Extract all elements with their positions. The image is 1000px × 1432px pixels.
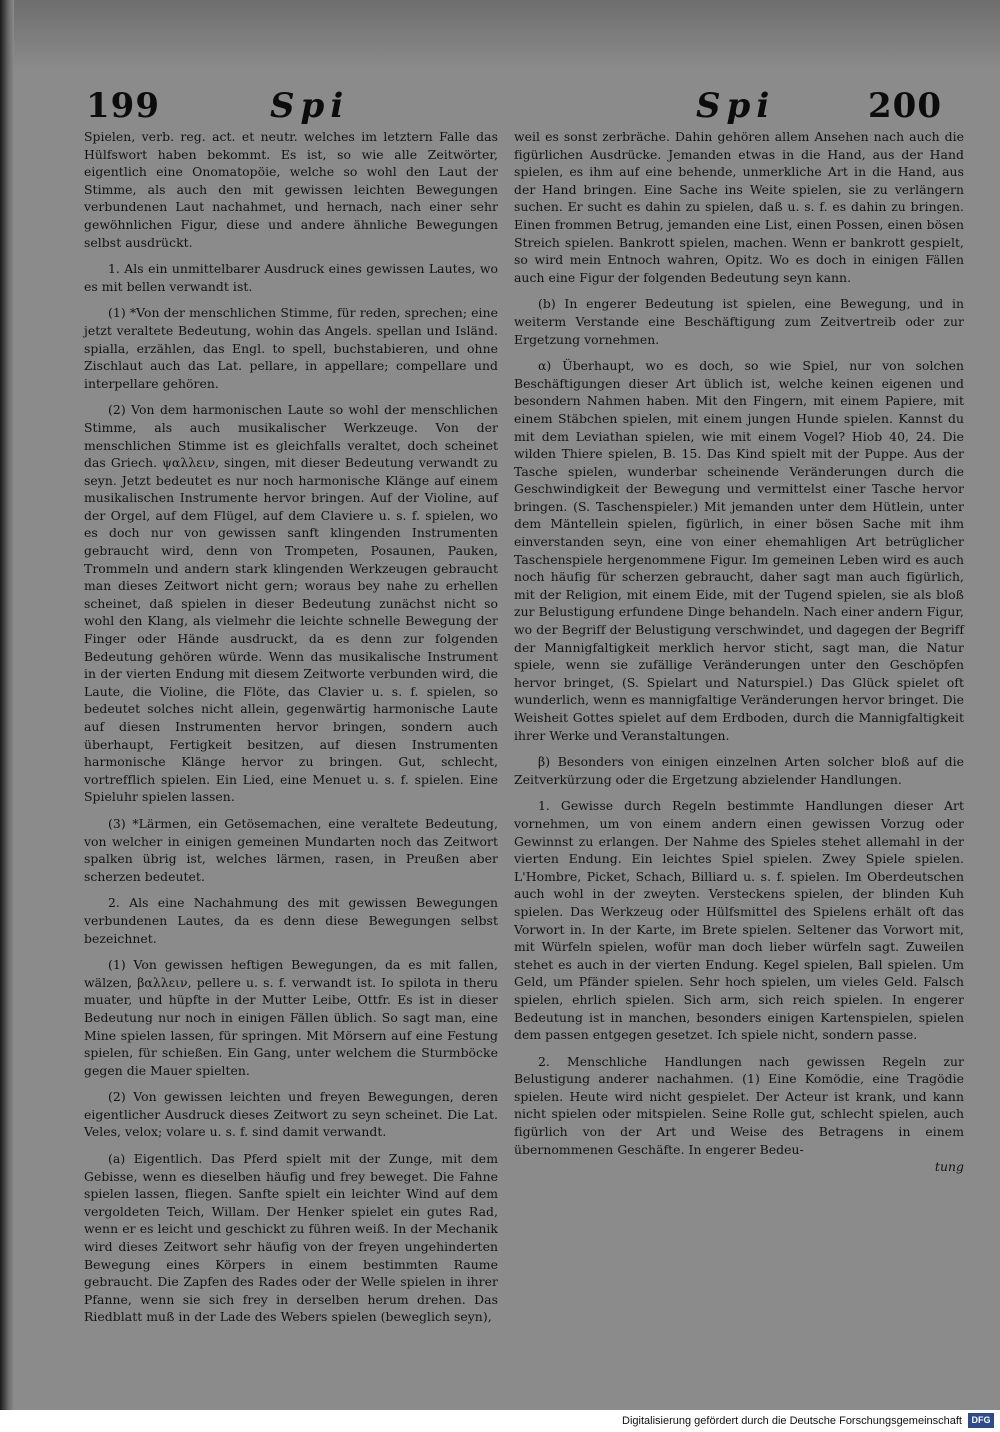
paragraph: α) Überhaupt, wo es doch, so wie Spiel, nur von solchen Beschäftigungen dieser Art üblich ist, welche keinen eigenen und besondern Nahmen haben. Mit den Fingern, mit einem Papiere, mit einem Stäbchen spielen, mit einem jungen Hunde spielen. Kannst du mit dem Leviathan spielen, wie mit einem Vogel? Hiob 40, 24. Die wilden Thiere spielen, B. 15. Das Kind spielt mit der Puppe. Aus der Tasche spielen, wunderbar scheinende Veränderungen durch die Geschwindigkeit der Bewegung und vermittelst einer Tasche hervor bringen. (S. Taschenspieler.) Mit jemanden unter dem Hütlein, unter dem Mäntellein spielen, figürlich, in einer bösen Sache mit ihm einverstanden seyn, eine von einer ehemahligen Art betrüglicher Taschenspiele hergenommene Figur. Im gemeinen Leben wird es auch noch häufig für scherzen gebraucht, daher sagt man auch figürlich, mit der Religion, mit einem Eide, mit der Tugend spielen, sie als bloß zur Belustigung erfundene Dinge behandeln. Nach einer andern Figur, wo der Begriff der Belustigung verschwindet, und dagegen der Begriff der Mannigfaltigkeit merklich hervor sticht, sagt man, die Natur spiele, wenn sie zufällige Veränderungen unter den Geschöpfen hervor bringet, (S. Spielart und Naturspiel.) Das Glück spielet oft wunderlich, wenn es mannigfaltige Veränderungen hervor bringet. Die Weisheit Gottes spielet auf dem Erdboden, durch die Mannigfaltigkeit ihrer Werke und Veranstaltungen. — [514, 358, 964, 743]
right-page-number: 200 — [868, 86, 942, 126]
paragraph: (a) Eigentlich. Das Pferd spielt mit der Zunge, mit dem Gebisse, wenn es dieselben häufig und frey beweget. Die Fahne spielen lassen, fliegen. Sanfte spielt ein leichter Wind auf dem vergoldeten Teich, Willam. Der Henker spielet ein gutes Rad, wenn er es leicht und geschickt zu führen weiß. In der Mechanik wird dieses Zeitwort sehr häufig von der freyen ungehinderten Bewegung eines Körpers in einem bestimmten Raume gebraucht. Die Zapfen des Rades oder der Welle spielen in ihrer Pfanne, wenn sie sich frey in derselben herum drehen. Das Riedblatt muß in der Lade des Webers spielen (beweglich seyn), — [84, 1151, 498, 1325]
paragraph: (b) In engerer Bedeutung ist spielen, eine Bewegung, und in weiterm Verstande eine Beschäftigung zum Zeitvertreib oder zur Ergetzung vornehmen. — [514, 296, 964, 347]
paragraph: (2) Von gewissen leichten und freyen Bewegungen, deren eigentlicher Ausdruck dieses Zeitwort zu seyn scheinet. Die Lat. Veles, velox; volare u. s. f. sind damit verwandt. — [84, 1089, 498, 1140]
catchword: tung — [934, 1159, 964, 1175]
dfg-logo-icon: DFG — [968, 1413, 994, 1428]
paragraph: (1) Von gewissen heftigen Bewegungen, da es mit fallen, wälzen, βαλλειν, pellere u. s. f. verwandt ist. Io spilota in theru muater, und hüpfte in der Mutter Leibe, Ottfr. Es ist in dieser Bedeutung nur noch in einigen Fällen üblich. So sagt man, eine Mine spielen lassen, für springen. Mit Mörsern auf eine Festung spielen, für schießen. Ein Gang, unter welchem die Sturmböcke gegen die Mauer spielten. — [84, 957, 498, 1078]
paragraph: (1) *Von der menschlichen Stimme, für reden, sprechen; eine jetzt veraltete Bedeutung, wohin das Angels. spellan und Isländ. spialla, erzählen, das Engl. to spell, buchstabieren, und ohne Zischlaut auch das Lat. pellare, in appellare; compellare und interpellare gehören. — [84, 305, 498, 391]
paragraph: 1. Als ein unmittelbarer Ausdruck eines gewissen Lautes, wo es mit bellen verwandt ist. — [84, 261, 498, 294]
paragraph: 2. Menschliche Handlungen nach gewissen Regeln zur Belustigung anderer nachahmen. (1) Eine Komödie, eine Tragödie spielen. Heute wird nicht gespielet. Der Acteur ist krank, und kann nicht spielen oder mitspielen. Seine Rolle gut, schlecht spielen, auch figürlich von der Art und Weise des Betragens in einem übernommenen Geschäfte. In engerer Bedeu- — [514, 1053, 964, 1157]
entry-headword-paragraph: Spielen, verb. reg. act. et neutr. welches im letztern Falle das Hülfswort haben bekommt. Es ist, so wie alle Zeitwörter, eigentlich eine Onomatopöie, welche so wohl den Laut der Stimme, als auch den mit gewissen leichten Bewegungen verbundenen Laut nachahmet, und hernach, nach einer sehr gewöhnlichen Figur, diese und andere ähnliche Bewegungen selbst ausdrückt. — [84, 129, 498, 250]
paragraph: (3) *Lärmen, ein Getösemachen, eine veraltete Bedeutung, von welcher in einigen gemeinen Mundarten noch das Zeitwort spalken übrig ist, welches lärmen, rasen, in Preußen aber scherzen bedeutet. — [84, 815, 498, 884]
paragraph: (2) Von dem harmonischen Laute so wohl der menschlichen Stimme, als auch musikalischer Werkzeuge. Von der menschlichen Stimme ist es gleichfalls veraltet, doch scheinet das Griech. ψαλλειν, singen, mit dieser Bedeutung verwandt zu seyn. Jetzt bedeutet es nur noch harmonische Klänge auf einem musikalischen Instrumente hervor bringen. Auf der Violine, auf der Orgel, auf dem Flügel, auf dem Claviere u. s. f. spielen, wo es doch nur von gewissen sanft klingenden Instrumenten gebraucht wird, denn von Trompeten, Posaunen, Pauken, Trommeln und andern stark klingenden Werkzeugen gebraucht man dieses Zeitwort nicht gern; woraus bey nahe zu erhellen scheinet, daß spielen in dieser Bedeutung zunächst nicht so wohl den Klang, als vielmehr die leichte schnelle Bewegung der Finger oder Hände ausdruckt, da es denn zur folgenden Bedeutung gehören würde. Wenn das musikalische Instrument in der vierten Endung mit diesem Zeitworte verbunden wird, die Laute, die Violine, die Flöte, das Clavier u. s. f. spielen, so bedeutet solches nicht allein, gegenwärtig harmonische Laute auf diesen Instrumenten hervor bringen, sondern auch überhaupt, Fertigkeit besitzen, auf diesen Instrumenten harmonische Klänge hervor zu bringen. Gut, schlecht, vortrefflich spielen. Ein Lied, eine Menuet u. s. f. spielen. Eine Spieluhr spielen lassen. — [84, 402, 498, 805]
paragraph: 1. Gewisse durch Regeln bestimmte Handlungen dieser Art vornehmen, um von einem andern einen gewissen Vorzug oder Gewinnst zu erlangen. Der Nahme des Spieles stehet allemahl in der vierten Endung. Ein leichtes Spiel spielen. Zwey Spiele spielen. L'Hombre, Picket, Schach, Billiard u. s. f. spielen. Im Oberdeutschen auch wohl in der zweyten. Versteckens spielen, der blinden Kuh spielen. Das Werkzeug oder Hülfsmittel des Spielens erhält oft das Vorwort in. In der Karte, im Brete spielen. Seltener das Vorwort mit, mit Würfeln spielen, wofür man doch lieber würfeln sagt. Zuweilen stehet es auch in der vierten Endung. Kegel spielen, Ball spielen. Um Geld, um Pfänder spielen. Sehr hoch spielen, um vieles Geld. Falsch spielen, ehrlich spielen. Sich arm, sich reich spielen. In engerer Bedeutung ist in manchen, besonders einigen Kartenspielen, spielen dem passen entgegen gesetzet. Ich spiele nicht, sondern passe. — [514, 798, 964, 1043]
footer-bar — [0, 1410, 1000, 1432]
left-column-title: Spi — [270, 86, 350, 126]
scan-left-edge — [0, 0, 14, 1410]
paragraph: weil es sonst zerbräche. Dahin gehören allem Ansehen nach auch die figürlichen Ausdrücke. Jemanden etwas in die Hand, aus der Hand spielen, es ihm auf eine behende, unmerkliche Art in die Hand, aus der Hand bringen. Eine Sache ins Weite spielen, sie zu verlängern suchen. Er sucht es dahin zu spielen, daß u. s. f. es dahin zu bringen. Einen frommen Betrug, jemanden eine List, einen Possen, einen bösen Streich spielen. Bankrott spielen, machen. Wenn er bankrott gespielt, so wird mein Entnoch wahren, Opitz. Wo es doch in einigen Fällen auch eine Figur der folgenden Bedeutung seyn kann. — [514, 129, 964, 285]
paragraph: β) Besonders von einigen einzelnen Arten solcher bloß auf die Zeitverkürzung oder die Ergetzung abzielender Handlungen. — [514, 754, 964, 787]
right-column-title: Spi — [696, 86, 776, 126]
left-column — [84, 128, 498, 1326]
funding-notice: Digitalisierung gefördert durch die Deutsche Forschungsgemeinschaft — [622, 1415, 962, 1427]
right-column — [514, 128, 964, 1176]
paragraph: 2. Als eine Nachahmung des mit gewissen Bewegungen verbundenen Lautes, da es denn diese Bewegungen selbst bezeichnet. — [84, 895, 498, 946]
scan-top-shadow — [0, 0, 1000, 70]
left-page-number: 199 — [86, 86, 160, 126]
